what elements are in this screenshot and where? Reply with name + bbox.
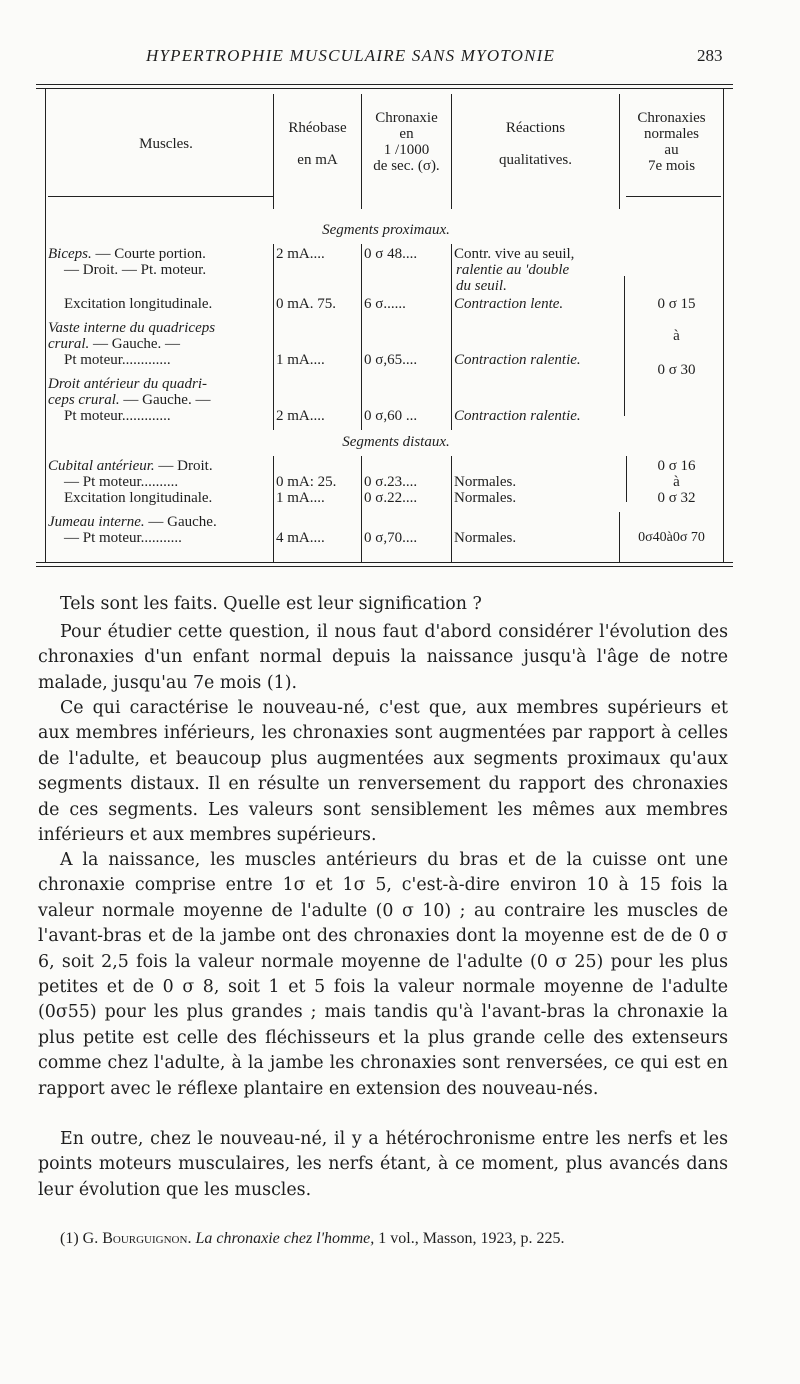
footnote-author: Bourguignon.	[102, 1230, 192, 1247]
row-cubital-label-2: — Pt moteur..........	[64, 474, 179, 490]
row-cubital-excitation-chronaxie: 0 σ.22....	[364, 490, 418, 506]
chronaxie-table	[36, 84, 733, 570]
row-jumeau-label: Jumeau interne. — Gauche.	[48, 514, 217, 530]
row-cubital-excitation-reaction: Normales.	[454, 490, 517, 506]
paragraph-5: En outre, chez le nouveau-né, il y a hétérochronisme entre les nerfs et les points moteurs musculaires, les nerfs étant, à ce moment, plus avancés dans leur évolution que les muscles.	[38, 1129, 728, 1200]
row-vaste-reaction: Contraction ralentie.	[454, 352, 581, 368]
col-header-reactions: Réactions	[505, 120, 566, 136]
paragraph-4: A la naissance, les muscles antérieurs du bras et de la cuisse ont une chronaxie comprise entre 1σ et 1σ 5, c'est-à-dire environ 10 à 15 fois la valeur normale moyenne de l'adulte (0 σ 10) ; au contraire les muscles de l'avant-bras et de la jambe ont des chronaxies dont la moyenne est de de 0 σ 6, soit 2,5 fois la valeur normale moyenne de l'adulte (0 σ 25) pour les plus petites et de 0 σ 8, soit 1 et 5 fois la valeur normale moyenne de l'adulte (0σ55) pour les plus grandes ; mais tandis qu'à l'avant-bras la chronaxie la plus petite est celle des fléchisseurs et la plus grande celle des extenseurs comme chez l'adulte, à la jambe les chronaxies sont renversées, ce qui est en rapport avec le réflexe plantaire en extension des nouveau-nés.	[38, 850, 728, 1099]
row-cubital-label: Cubital antérieur. — Droit.	[48, 458, 213, 474]
row-cubital-excitation-label: Excitation longitudinale.	[64, 490, 213, 506]
normal-proximaux-2: à	[673, 328, 680, 344]
col-header-chronaxie: Chronaxie	[375, 110, 438, 126]
row-biceps-chronaxie: 0 σ 48....	[364, 246, 418, 262]
normal-proximaux-3: 0 σ 30	[657, 362, 696, 378]
row-vaste-label: Vaste interne du quadriceps	[48, 320, 216, 336]
col-header-normales: Chronaxies	[637, 110, 706, 126]
row-excitation-chronaxie: 6 σ......	[364, 296, 406, 312]
row-biceps-rheobase: 2 mA....	[276, 246, 325, 262]
row-biceps-reaction-2: ralentie au 'double	[456, 262, 570, 278]
row-jumeau-chronaxie: 0 σ,70....	[364, 530, 418, 546]
row-jumeau-rheobase: 4 mA....	[276, 530, 325, 546]
footnote-title: La chronaxie chez l'homme,	[195, 1230, 375, 1247]
col-header-rheobase: Rhéobase	[288, 120, 347, 136]
col-header-rheobase-unit: en mA	[297, 152, 338, 168]
section-distaux: Segments distaux.	[342, 434, 450, 450]
col-header-chronaxie-3: 1 /1000	[383, 142, 430, 158]
footnote-rest: 1 vol., Masson, 1923, p. 225.	[378, 1230, 565, 1247]
running-title: HYPERTROPHIE MUSCULAIRE SANS MYOTONIE	[146, 46, 556, 65]
col-header-reactions-2: qualitatives.	[499, 152, 572, 168]
row-cubital-rheobase: 0 mA: 25.	[276, 474, 337, 490]
normal-proximaux-1: 0 σ 15	[657, 296, 696, 312]
row-vaste-label-2: crural. — Gauche. —	[48, 336, 181, 352]
row-vaste-chronaxie: 0 σ,65....	[364, 352, 418, 368]
normal-distaux-1: 0 σ 16	[657, 458, 696, 474]
col-header-normales-3: au	[664, 142, 679, 158]
row-droit-reaction: Contraction ralentie.	[454, 408, 581, 424]
page-number: 283	[697, 46, 723, 65]
col-header-muscles: Muscles.	[139, 136, 193, 152]
footnote	[60, 1229, 740, 1249]
row-excitation-rheobase: 0 mA. 75.	[276, 296, 336, 312]
row-droit-rheobase: 2 mA....	[276, 408, 325, 424]
paragraph-3: Ce qui caractérise le nouveau-né, c'est que, aux membres supérieurs et aux membres inférieurs, les chronaxies sont augmentées par rapport à celles de l'adulte, et beaucoup plus augmentées aux segments proximaux qu'aux segments distaux. Il en résulte un renversement du rapport des chronaxies de ces segments. Les valeurs sont sensiblement les mêmes aux membres inférieurs et aux membres supérieurs.	[38, 698, 728, 846]
paragraph-2: Pour étudier cette question, il nous faut d'abord considérer l'évolution des chronaxies d'un enfant normal depuis la naissance jusqu'à l'âge de notre malade, jusqu'au 7e mois (1).	[38, 622, 728, 693]
row-vaste-label-3: Pt moteur.............	[64, 352, 171, 368]
col-header-chronaxie-2: en	[399, 126, 414, 142]
row-biceps-label-2: — Droit. — Pt. moteur.	[64, 262, 207, 278]
row-vaste-rheobase: 1 mA....	[276, 352, 325, 368]
row-jumeau-reaction: Normales.	[454, 530, 517, 546]
row-excitation-label: Excitation longitudinale.	[64, 296, 213, 312]
row-biceps-label: Biceps. — Courte portion.	[48, 246, 206, 262]
row-excitation-reaction: Contraction lente.	[454, 296, 564, 312]
row-cubital-reaction: Normales.	[454, 474, 517, 490]
row-cubital-excitation-rheobase: 1 mA....	[276, 490, 325, 506]
col-header-normales-2: normales	[644, 126, 699, 142]
row-droit-label-2: ceps crural. — Gauche. —	[48, 392, 211, 408]
row-jumeau-label-2: — Pt moteur...........	[64, 530, 182, 546]
row-jumeau-normal: 0σ40à0σ 70	[638, 530, 705, 545]
normal-distaux-3: 0 σ 32	[657, 490, 696, 506]
row-cubital-chronaxie: 0 σ.23....	[364, 474, 418, 490]
section-proximaux: Segments proximaux.	[322, 222, 450, 238]
col-header-chronaxie-4: de sec. (σ).	[373, 158, 440, 174]
row-biceps-reaction-3: du seuil.	[456, 278, 507, 294]
row-droit-label-3: Pt moteur.............	[64, 408, 171, 424]
row-droit-chronaxie: 0 σ,60 ...	[364, 408, 418, 424]
footnote-marker: (1) G.	[60, 1230, 99, 1247]
row-droit-label: Droit antérieur du quadri-	[48, 376, 208, 392]
row-biceps-reaction: Contr. vive au seuil,	[454, 246, 575, 262]
normal-distaux-2: à	[673, 474, 680, 490]
paragraph-1: Tels sont les faits. Quelle est leur signification ?	[60, 594, 482, 614]
brace-proximaux	[624, 276, 625, 416]
col-header-normales-4: 7e mois	[647, 158, 696, 174]
brace-distaux	[626, 456, 627, 502]
